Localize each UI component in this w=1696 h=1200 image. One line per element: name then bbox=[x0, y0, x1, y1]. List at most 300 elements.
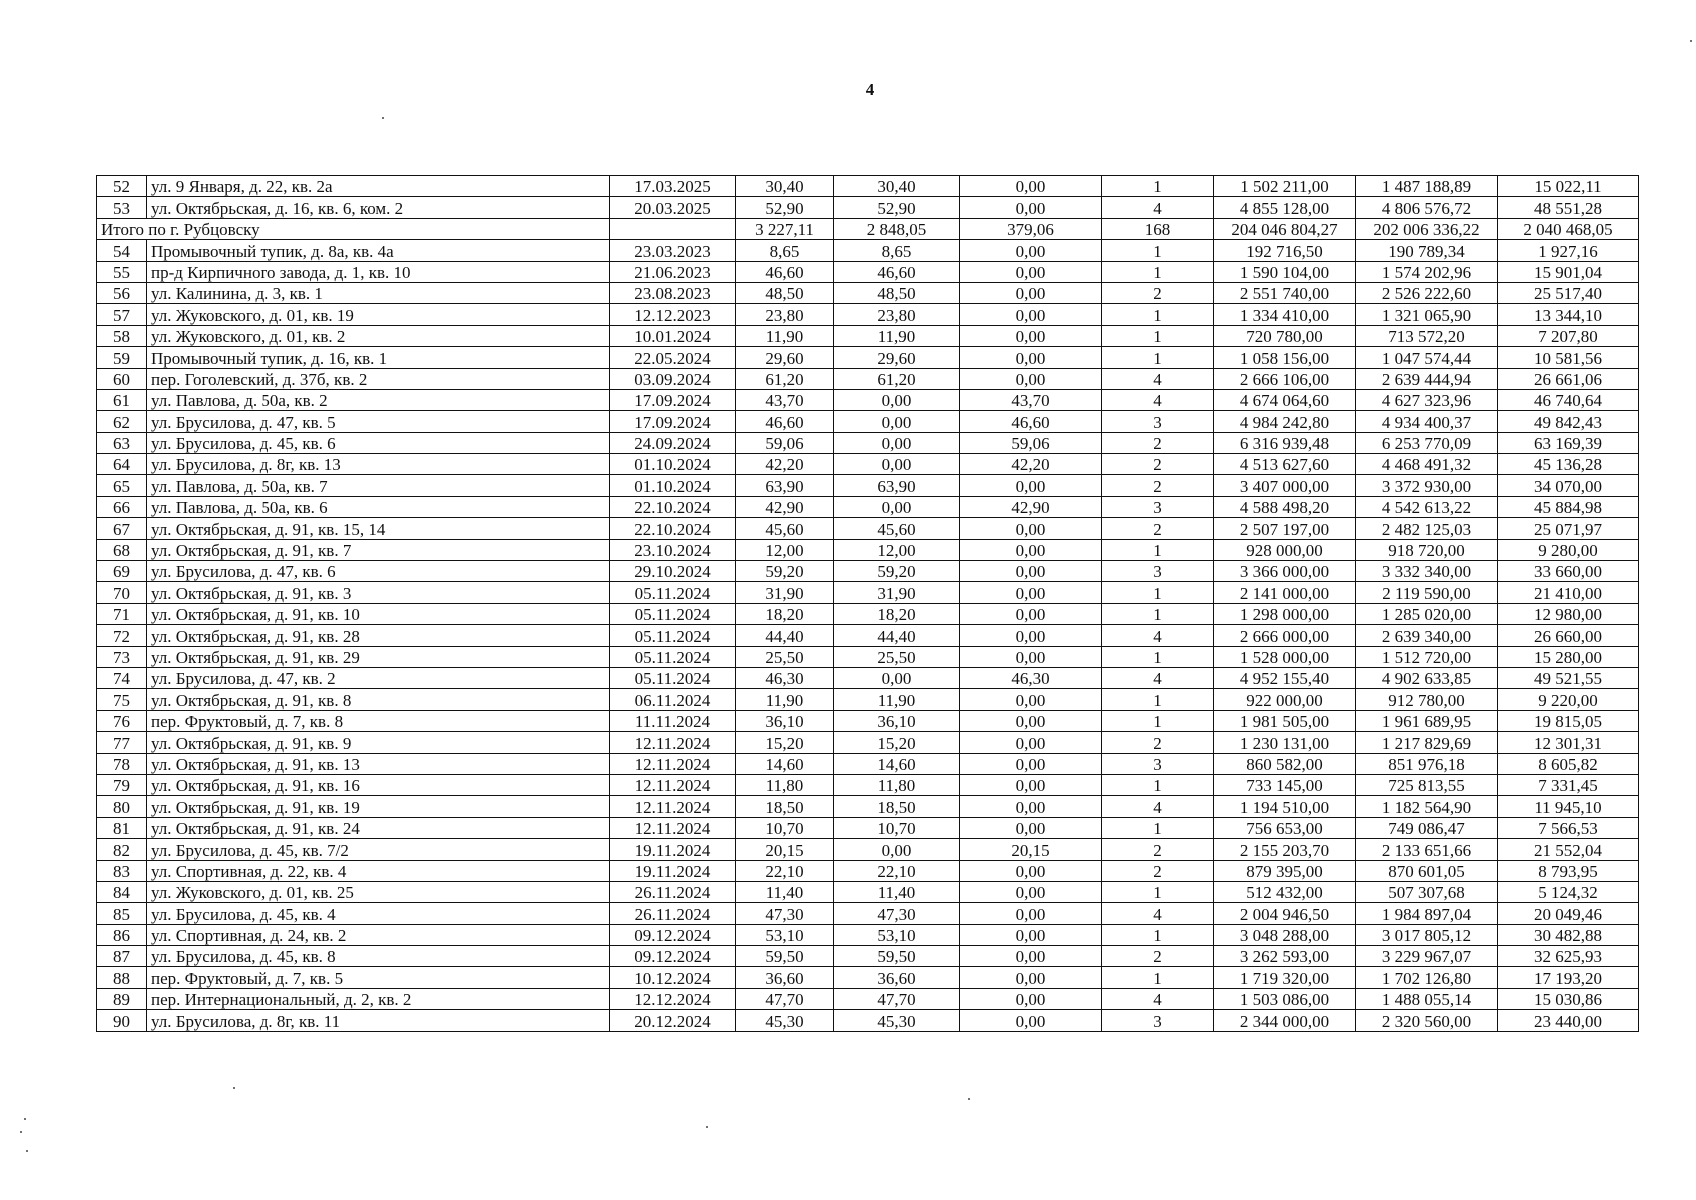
cell-sum-a: 870 601,05 bbox=[1356, 860, 1498, 881]
cell-address: ул. Октябрьская, д. 91, кв. 29 bbox=[147, 646, 610, 667]
cell-date: 11.11.2024 bbox=[610, 710, 736, 731]
cell-sum-total: 2 155 203,70 bbox=[1214, 839, 1356, 860]
cell-no: 62 bbox=[97, 411, 147, 432]
cell-persons: 1 bbox=[1102, 347, 1214, 368]
cell-sum-b: 12 301,31 bbox=[1498, 732, 1639, 753]
cell-area-b: 0,00 bbox=[960, 646, 1102, 667]
cell-date: 06.11.2024 bbox=[610, 689, 736, 710]
cell-date: 12.12.2023 bbox=[610, 304, 736, 325]
cell-area-b: 59,06 bbox=[960, 432, 1102, 453]
cell-sum-b: 17 193,20 bbox=[1498, 967, 1639, 988]
cell-sum-total: 3 262 593,00 bbox=[1214, 946, 1356, 967]
table-row bbox=[97, 946, 1639, 967]
cell-sum-a: 1 984 897,04 bbox=[1356, 903, 1498, 924]
cell-area-b: 42,90 bbox=[960, 496, 1102, 517]
cell-sum-b: 48 551,28 bbox=[1498, 197, 1639, 218]
cell-sum-a: 851 976,18 bbox=[1356, 753, 1498, 774]
cell-area-a: 45,30 bbox=[834, 1010, 960, 1031]
cell-date: 19.11.2024 bbox=[610, 839, 736, 860]
cell-area-total: 42,90 bbox=[736, 496, 834, 517]
table-row bbox=[97, 518, 1639, 539]
cell-sum-total: 2 666 106,00 bbox=[1214, 368, 1356, 389]
cell-area-total: 11,90 bbox=[736, 689, 834, 710]
scan-speck bbox=[20, 1131, 22, 1133]
cell-sum-total: 879 395,00 bbox=[1214, 860, 1356, 881]
cell-persons: 4 bbox=[1102, 667, 1214, 688]
cell-no: 59 bbox=[97, 347, 147, 368]
cell-sum-a: 2 133 651,66 bbox=[1356, 839, 1498, 860]
cell-area-a: 0,00 bbox=[834, 839, 960, 860]
cell-area-total: 59,20 bbox=[736, 561, 834, 582]
cell-sum-b: 19 815,05 bbox=[1498, 710, 1639, 731]
scan-speck bbox=[26, 1150, 28, 1152]
cell-date: 26.11.2024 bbox=[610, 903, 736, 924]
cell-sum-a: 1 512 720,00 bbox=[1356, 646, 1498, 667]
cell-address: ул. Октябрьская, д. 91, кв. 19 bbox=[147, 796, 610, 817]
cell-address: ул. Брусилова, д. 47, кв. 2 bbox=[147, 667, 610, 688]
cell-sum-total: 756 653,00 bbox=[1214, 817, 1356, 838]
cell-area-total: 18,50 bbox=[736, 796, 834, 817]
cell-sum-a: 2 639 444,94 bbox=[1356, 368, 1498, 389]
cell-date: 17.03.2025 bbox=[610, 176, 736, 197]
table-row bbox=[97, 304, 1639, 325]
cell-area-b: 0,00 bbox=[960, 603, 1102, 624]
cell-date: 23.08.2023 bbox=[610, 282, 736, 303]
cell-area-a: 23,80 bbox=[834, 304, 960, 325]
cell-date: 20.03.2025 bbox=[610, 197, 736, 218]
cell-date: 23.03.2023 bbox=[610, 240, 736, 261]
cell-persons: 3 bbox=[1102, 561, 1214, 582]
cell-area-b: 0,00 bbox=[960, 689, 1102, 710]
cell-area-a: 61,20 bbox=[834, 368, 960, 389]
cell-persons: 1 bbox=[1102, 924, 1214, 945]
cell-date: 21.06.2023 bbox=[610, 261, 736, 282]
cell-persons: 1 bbox=[1102, 539, 1214, 560]
cell-sum-a: 1 488 055,14 bbox=[1356, 988, 1498, 1009]
cell-area-b: 0,00 bbox=[960, 561, 1102, 582]
cell-sum-total: 512 432,00 bbox=[1214, 881, 1356, 902]
cell-persons: 1 bbox=[1102, 774, 1214, 795]
cell-sum-b: 1 927,16 bbox=[1498, 240, 1639, 261]
cell-sum-total: 1 298 000,00 bbox=[1214, 603, 1356, 624]
cell-area-total: 11,40 bbox=[736, 881, 834, 902]
cell-address: ул. Брусилова, д. 47, кв. 5 bbox=[147, 411, 610, 432]
cell-persons: 1 bbox=[1102, 261, 1214, 282]
cell-area-a: 10,70 bbox=[834, 817, 960, 838]
cell-area-total: 61,20 bbox=[736, 368, 834, 389]
cell-sum-a: 1 702 126,80 bbox=[1356, 967, 1498, 988]
table-row bbox=[97, 1010, 1639, 1031]
cell-area-a: 11,90 bbox=[834, 325, 960, 346]
cell-sum-b: 49 842,43 bbox=[1498, 411, 1639, 432]
cell-area-b: 0,00 bbox=[960, 796, 1102, 817]
cell-persons: 1 bbox=[1102, 967, 1214, 988]
cell-persons: 2 bbox=[1102, 839, 1214, 860]
table-row bbox=[97, 582, 1639, 603]
cell-sum-a: 1 182 564,90 bbox=[1356, 796, 1498, 817]
cell-sum-b: 45 884,98 bbox=[1498, 496, 1639, 517]
cell-area-a: 0,00 bbox=[834, 667, 960, 688]
cell-date: 05.11.2024 bbox=[610, 667, 736, 688]
cell-sum-total: 860 582,00 bbox=[1214, 753, 1356, 774]
cell-area-b: 0,00 bbox=[960, 176, 1102, 197]
cell-date: 22.05.2024 bbox=[610, 347, 736, 368]
cell-sum-b: 26 661,06 bbox=[1498, 368, 1639, 389]
cell-address: ул. Брусилова, д. 45, кв. 6 bbox=[147, 432, 610, 453]
cell-area-total: 46,60 bbox=[736, 411, 834, 432]
cell-sum-total: 922 000,00 bbox=[1214, 689, 1356, 710]
cell-sum-b: 13 344,10 bbox=[1498, 304, 1639, 325]
cell-persons: 1 bbox=[1102, 881, 1214, 902]
cell-area-total: 36,60 bbox=[736, 967, 834, 988]
cell-sum-a: 2 119 590,00 bbox=[1356, 582, 1498, 603]
cell-sum-total: 2 551 740,00 bbox=[1214, 282, 1356, 303]
cell-sum-b: 25 071,97 bbox=[1498, 518, 1639, 539]
cell-address: ул. Октябрьская, д. 16, кв. 6, ком. 2 bbox=[147, 197, 610, 218]
cell-address: ул. Брусилова, д. 45, кв. 4 bbox=[147, 903, 610, 924]
cell-area-b: 0,00 bbox=[960, 881, 1102, 902]
cell-area-total: 46,60 bbox=[736, 261, 834, 282]
cell-sum-b: 23 440,00 bbox=[1498, 1010, 1639, 1031]
cell-address: ул. Октябрьская, д. 91, кв. 3 bbox=[147, 582, 610, 603]
cell-sum-b: 8 605,82 bbox=[1498, 753, 1639, 774]
cell-date: 05.11.2024 bbox=[610, 625, 736, 646]
cell-address: ул. Брусилова, д. 45, кв. 8 bbox=[147, 946, 610, 967]
cell-no: 79 bbox=[97, 774, 147, 795]
cell-area-a: 12,00 bbox=[834, 539, 960, 560]
cell-sum-b: 15 901,04 bbox=[1498, 261, 1639, 282]
cell-no: 67 bbox=[97, 518, 147, 539]
cell-sum-b: 7 207,80 bbox=[1498, 325, 1639, 346]
scan-speck bbox=[1690, 40, 1692, 42]
cell-sum-a: 725 813,55 bbox=[1356, 774, 1498, 795]
cell-area-a: 25,50 bbox=[834, 646, 960, 667]
table-row bbox=[97, 732, 1639, 753]
cell-sum-a: 1 321 065,90 bbox=[1356, 304, 1498, 325]
cell-area-b: 42,20 bbox=[960, 454, 1102, 475]
cell-persons: 3 bbox=[1102, 1010, 1214, 1031]
cell-sum-total: 2 141 000,00 bbox=[1214, 582, 1356, 603]
cell-date: 09.12.2024 bbox=[610, 946, 736, 967]
subtotal-label: Итого по г. Рубцовску bbox=[97, 218, 610, 239]
table-row bbox=[97, 689, 1639, 710]
cell-area-a: 11,40 bbox=[834, 881, 960, 902]
cell-no: 56 bbox=[97, 282, 147, 303]
cell-sum-total: 1 981 505,00 bbox=[1214, 710, 1356, 731]
cell-area-total: 42,20 bbox=[736, 454, 834, 475]
cell-date: 01.10.2024 bbox=[610, 475, 736, 496]
cell-no: 78 bbox=[97, 753, 147, 774]
cell-area-b: 0,00 bbox=[960, 347, 1102, 368]
cell-no: 65 bbox=[97, 475, 147, 496]
cell-address: ул. Октябрьская, д. 91, кв. 16 bbox=[147, 774, 610, 795]
cell-no: 57 bbox=[97, 304, 147, 325]
cell-area-total: 48,50 bbox=[736, 282, 834, 303]
cell-area-a: 0,00 bbox=[834, 411, 960, 432]
cell-date: 22.10.2024 bbox=[610, 496, 736, 517]
cell-sum-b: 46 740,64 bbox=[1498, 389, 1639, 410]
scan-speck bbox=[968, 1098, 970, 1100]
cell-area-total: 11,90 bbox=[736, 325, 834, 346]
cell-area-a: 18,50 bbox=[834, 796, 960, 817]
cell-no: 87 bbox=[97, 946, 147, 967]
cell-date: 26.11.2024 bbox=[610, 881, 736, 902]
cell-area-b: 0,00 bbox=[960, 988, 1102, 1009]
cell-sum-total: 1 503 086,00 bbox=[1214, 988, 1356, 1009]
cell-persons: 4 bbox=[1102, 625, 1214, 646]
cell-area-a: 30,40 bbox=[834, 176, 960, 197]
table-row bbox=[97, 432, 1639, 453]
cell-area-b: 20,15 bbox=[960, 839, 1102, 860]
cell-sum-b: 15 022,11 bbox=[1498, 176, 1639, 197]
cell-sum-b: 20 049,46 bbox=[1498, 903, 1639, 924]
cell-sum-b: 7 566,53 bbox=[1498, 817, 1639, 838]
cell-date: 19.11.2024 bbox=[610, 860, 736, 881]
cell-area-total: 20,15 bbox=[736, 839, 834, 860]
cell-sum-a: 1 961 689,95 bbox=[1356, 710, 1498, 731]
table-row bbox=[97, 197, 1639, 218]
cell-sum-a: 4 468 491,32 bbox=[1356, 454, 1498, 475]
cell-sum-b: 49 521,55 bbox=[1498, 667, 1639, 688]
housing-table-container bbox=[96, 175, 1639, 1032]
cell-address: ул. Спортивная, д. 24, кв. 2 bbox=[147, 924, 610, 945]
cell-no: 52 bbox=[97, 176, 147, 197]
cell-sum-b: 8 793,95 bbox=[1498, 860, 1639, 881]
cell-no: 85 bbox=[97, 903, 147, 924]
cell-sum-a: 4 542 613,22 bbox=[1356, 496, 1498, 517]
cell-address: ул. Павлова, д. 50а, кв. 7 bbox=[147, 475, 610, 496]
cell-address: ул. 9 Января, д. 22, кв. 2а bbox=[147, 176, 610, 197]
cell-area-total: 36,10 bbox=[736, 710, 834, 731]
cell-persons: 2 bbox=[1102, 732, 1214, 753]
table-row bbox=[97, 903, 1639, 924]
table-row bbox=[97, 282, 1639, 303]
cell-area-b: 46,30 bbox=[960, 667, 1102, 688]
table-row bbox=[97, 561, 1639, 582]
cell-persons: 1 bbox=[1102, 304, 1214, 325]
cell-area-b: 0,00 bbox=[960, 368, 1102, 389]
cell-address: ул. Брусилова, д. 8г, кв. 11 bbox=[147, 1010, 610, 1031]
cell-sum-b: 33 660,00 bbox=[1498, 561, 1639, 582]
cell-no: 58 bbox=[97, 325, 147, 346]
cell-area-a: 0,00 bbox=[834, 496, 960, 517]
cell-area-total: 10,70 bbox=[736, 817, 834, 838]
table-row bbox=[97, 988, 1639, 1009]
cell-date: 29.10.2024 bbox=[610, 561, 736, 582]
cell-area-a: 31,90 bbox=[834, 582, 960, 603]
cell-no: 86 bbox=[97, 924, 147, 945]
cell-no: 76 bbox=[97, 710, 147, 731]
table-row bbox=[97, 753, 1639, 774]
cell-area-total: 8,65 bbox=[736, 240, 834, 261]
cell-sum-a: 190 789,34 bbox=[1356, 240, 1498, 261]
table-row bbox=[97, 475, 1639, 496]
cell-area-total: 11,80 bbox=[736, 774, 834, 795]
cell-area-total: 45,30 bbox=[736, 1010, 834, 1031]
cell-no: 73 bbox=[97, 646, 147, 667]
subtotal-sum-a: 202 006 336,22 bbox=[1356, 218, 1498, 239]
table-row bbox=[97, 261, 1639, 282]
cell-area-a: 29,60 bbox=[834, 347, 960, 368]
table-row bbox=[97, 347, 1639, 368]
cell-address: ул. Павлова, д. 50а, кв. 6 bbox=[147, 496, 610, 517]
cell-persons: 3 bbox=[1102, 496, 1214, 517]
cell-sum-a: 1 047 574,44 bbox=[1356, 347, 1498, 368]
cell-persons: 1 bbox=[1102, 817, 1214, 838]
cell-area-a: 53,10 bbox=[834, 924, 960, 945]
table-row bbox=[97, 389, 1639, 410]
cell-persons: 1 bbox=[1102, 582, 1214, 603]
subtotal-area-b: 379,06 bbox=[960, 218, 1102, 239]
table-row bbox=[97, 967, 1639, 988]
cell-date: 05.11.2024 bbox=[610, 582, 736, 603]
cell-area-b: 0,00 bbox=[960, 946, 1102, 967]
cell-persons: 1 bbox=[1102, 325, 1214, 346]
cell-date: 10.01.2024 bbox=[610, 325, 736, 346]
cell-sum-total: 1 058 156,00 bbox=[1214, 347, 1356, 368]
cell-sum-total: 4 984 242,80 bbox=[1214, 411, 1356, 432]
cell-persons: 2 bbox=[1102, 860, 1214, 881]
cell-area-b: 0,00 bbox=[960, 860, 1102, 881]
table-row bbox=[97, 839, 1639, 860]
cell-address: ул. Спортивная, д. 22, кв. 4 bbox=[147, 860, 610, 881]
cell-no: 88 bbox=[97, 967, 147, 988]
cell-area-total: 14,60 bbox=[736, 753, 834, 774]
subtotal-area-a: 2 848,05 bbox=[834, 218, 960, 239]
cell-address: пер. Фруктовый, д. 7, кв. 5 bbox=[147, 967, 610, 988]
cell-no: 68 bbox=[97, 539, 147, 560]
cell-sum-total: 720 780,00 bbox=[1214, 325, 1356, 346]
cell-date: 24.09.2024 bbox=[610, 432, 736, 453]
table-row bbox=[97, 368, 1639, 389]
cell-area-total: 52,90 bbox=[736, 197, 834, 218]
cell-area-a: 11,80 bbox=[834, 774, 960, 795]
cell-area-b: 0,00 bbox=[960, 261, 1102, 282]
subtotal-date bbox=[610, 218, 736, 239]
cell-area-a: 15,20 bbox=[834, 732, 960, 753]
cell-sum-a: 2 526 222,60 bbox=[1356, 282, 1498, 303]
cell-sum-total: 4 674 064,60 bbox=[1214, 389, 1356, 410]
cell-date: 03.09.2024 bbox=[610, 368, 736, 389]
cell-area-b: 0,00 bbox=[960, 282, 1102, 303]
cell-sum-b: 5 124,32 bbox=[1498, 881, 1639, 902]
cell-sum-b: 34 070,00 bbox=[1498, 475, 1639, 496]
cell-area-b: 0,00 bbox=[960, 924, 1102, 945]
cell-area-b: 0,00 bbox=[960, 539, 1102, 560]
cell-sum-a: 3 332 340,00 bbox=[1356, 561, 1498, 582]
cell-area-a: 63,90 bbox=[834, 475, 960, 496]
cell-sum-b: 15 280,00 bbox=[1498, 646, 1639, 667]
cell-persons: 1 bbox=[1102, 710, 1214, 731]
cell-persons: 2 bbox=[1102, 454, 1214, 475]
cell-area-a: 0,00 bbox=[834, 389, 960, 410]
cell-area-b: 0,00 bbox=[960, 1010, 1102, 1031]
cell-address: ул. Октябрьская, д. 91, кв. 13 bbox=[147, 753, 610, 774]
subtotal-area-total: 3 227,11 bbox=[736, 218, 834, 239]
cell-address: пер. Интернациональный, д. 2, кв. 2 bbox=[147, 988, 610, 1009]
table-row bbox=[97, 817, 1639, 838]
cell-date: 12.11.2024 bbox=[610, 753, 736, 774]
table-row bbox=[97, 325, 1639, 346]
cell-no: 84 bbox=[97, 881, 147, 902]
cell-area-b: 0,00 bbox=[960, 625, 1102, 646]
cell-persons: 4 bbox=[1102, 903, 1214, 924]
cell-address: пер. Гоголевский, д. 37б, кв. 2 bbox=[147, 368, 610, 389]
cell-sum-a: 507 307,68 bbox=[1356, 881, 1498, 902]
cell-date: 17.09.2024 bbox=[610, 389, 736, 410]
cell-address: ул. Октябрьская, д. 91, кв. 24 bbox=[147, 817, 610, 838]
cell-date: 09.12.2024 bbox=[610, 924, 736, 945]
cell-persons: 4 bbox=[1102, 796, 1214, 817]
cell-sum-total: 928 000,00 bbox=[1214, 539, 1356, 560]
cell-date: 12.11.2024 bbox=[610, 796, 736, 817]
cell-no: 72 bbox=[97, 625, 147, 646]
cell-address: Промывочный тупик, д. 8а, кв. 4а bbox=[147, 240, 610, 261]
subtotal-sum-total: 204 046 804,27 bbox=[1214, 218, 1356, 239]
cell-persons: 2 bbox=[1102, 946, 1214, 967]
table-row bbox=[97, 924, 1639, 945]
cell-area-total: 46,30 bbox=[736, 667, 834, 688]
cell-persons: 3 bbox=[1102, 411, 1214, 432]
cell-area-a: 14,60 bbox=[834, 753, 960, 774]
cell-date: 05.11.2024 bbox=[610, 646, 736, 667]
cell-address: ул. Октябрьская, д. 91, кв. 15, 14 bbox=[147, 518, 610, 539]
table-row bbox=[97, 411, 1639, 432]
cell-sum-b: 21 552,04 bbox=[1498, 839, 1639, 860]
cell-area-total: 22,10 bbox=[736, 860, 834, 881]
cell-sum-b: 9 220,00 bbox=[1498, 689, 1639, 710]
cell-persons: 1 bbox=[1102, 240, 1214, 261]
cell-date: 12.11.2024 bbox=[610, 732, 736, 753]
cell-persons: 1 bbox=[1102, 176, 1214, 197]
cell-sum-a: 1 574 202,96 bbox=[1356, 261, 1498, 282]
cell-address: ул. Павлова, д. 50а, кв. 2 bbox=[147, 389, 610, 410]
cell-persons: 2 bbox=[1102, 282, 1214, 303]
cell-area-a: 46,60 bbox=[834, 261, 960, 282]
scan-speck bbox=[24, 1118, 26, 1120]
cell-address: ул. Октябрьская, д. 91, кв. 28 bbox=[147, 625, 610, 646]
table-row bbox=[97, 625, 1639, 646]
cell-sum-a: 713 572,20 bbox=[1356, 325, 1498, 346]
cell-area-a: 8,65 bbox=[834, 240, 960, 261]
cell-sum-a: 918 720,00 bbox=[1356, 539, 1498, 560]
cell-date: 17.09.2024 bbox=[610, 411, 736, 432]
cell-area-total: 31,90 bbox=[736, 582, 834, 603]
scan-speck bbox=[706, 1126, 708, 1128]
table-row bbox=[97, 240, 1639, 261]
cell-sum-total: 2 004 946,50 bbox=[1214, 903, 1356, 924]
cell-area-b: 0,00 bbox=[960, 475, 1102, 496]
cell-no: 64 bbox=[97, 454, 147, 475]
cell-sum-a: 2 320 560,00 bbox=[1356, 1010, 1498, 1031]
cell-sum-total: 3 407 000,00 bbox=[1214, 475, 1356, 496]
cell-area-total: 59,06 bbox=[736, 432, 834, 453]
table-row bbox=[97, 496, 1639, 517]
cell-persons: 1 bbox=[1102, 646, 1214, 667]
cell-area-total: 43,70 bbox=[736, 389, 834, 410]
cell-sum-a: 3 017 805,12 bbox=[1356, 924, 1498, 945]
cell-no: 81 bbox=[97, 817, 147, 838]
cell-sum-a: 4 627 323,96 bbox=[1356, 389, 1498, 410]
cell-sum-a: 6 253 770,09 bbox=[1356, 432, 1498, 453]
cell-sum-b: 21 410,00 bbox=[1498, 582, 1639, 603]
cell-no: 90 bbox=[97, 1010, 147, 1031]
cell-area-b: 0,00 bbox=[960, 325, 1102, 346]
cell-date: 05.11.2024 bbox=[610, 603, 736, 624]
cell-no: 71 bbox=[97, 603, 147, 624]
cell-sum-total: 2 507 197,00 bbox=[1214, 518, 1356, 539]
page-number: 4 bbox=[865, 80, 875, 99]
